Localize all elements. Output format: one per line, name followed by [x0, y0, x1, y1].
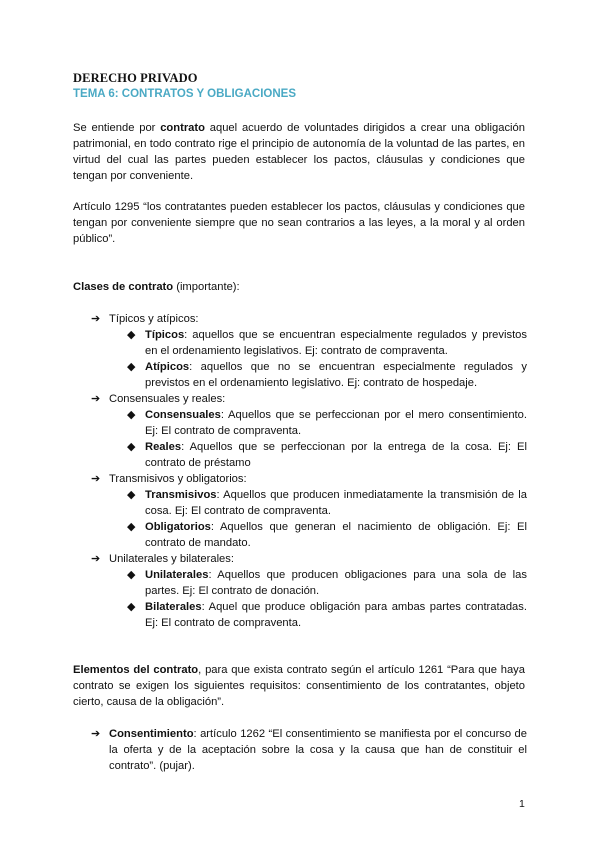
- clases-heading: [73, 279, 240, 295]
- item-term: Típicos: [145, 329, 185, 341]
- intro-post: aquel acuerdo de voluntades dirigidos a crear una obligación patrimonial, en todo contrato rige el principio de autonomía de la voluntad de las partes, en virtud del cual las partes pueden establecer los pactos, cláusulas y condiciones que tengan por conveniente.: [73, 122, 525, 182]
- page-number: 1: [519, 798, 525, 810]
- intro-bold-term: contrato: [160, 122, 205, 134]
- item-text: : Aquellos que se perfeccionan por la entrega de la cosa. Ej: El contrato de préstamo: [145, 441, 527, 469]
- topic-title: TEMA 6: CONTRATOS Y OBLIGACIONES: [73, 88, 296, 100]
- article-1295-paragraph: Artículo 1295 “los contratantes pueden establecer los pactos, cláusulas y condiciones que tengan por conveniente siempre que no sean contrarios a las leyes, a la moral y al orden público”.: [73, 201, 525, 245]
- clases-heading-bold: Clases de contrato: [73, 281, 174, 293]
- group-label: Unilaterales y bilaterales:: [109, 553, 234, 565]
- intro-paragraph: [73, 120, 525, 184]
- item-text: : Aquellos que se perfeccionan por el mero consentimiento. Ej: El contrato de compraventa.: [145, 409, 527, 437]
- group-label: Consensuales y reales:: [109, 393, 226, 405]
- item-text: : aquellos que no se encuentran especialmente regulados y previstos en el ordenamiento legislativo. Ej: contrato de hospedaje.: [145, 361, 527, 389]
- list-item-group: [91, 391, 527, 407]
- list-item-group: [91, 551, 527, 567]
- list-item: [127, 599, 527, 631]
- diamond-bullet-icon: ◆: [127, 601, 136, 613]
- group-label: Transmisivos y obligatorios:: [109, 473, 247, 485]
- item-term: Obligatorios: [145, 521, 211, 533]
- list-item: [127, 407, 527, 439]
- diamond-bullet-icon: ◆: [127, 489, 136, 501]
- elementos-paragraph: [73, 662, 525, 710]
- list-item: [127, 359, 527, 391]
- diamond-bullet-icon: ◆: [127, 569, 136, 581]
- item-term: Unilaterales: [145, 569, 209, 581]
- clases-heading-rest: (importante):: [173, 281, 240, 293]
- diamond-bullet-icon: ◆: [127, 441, 136, 453]
- diamond-bullet-icon: ◆: [127, 409, 136, 421]
- elementos-heading-bold: Elementos del contrato: [73, 664, 199, 676]
- consentimiento-term: Consentimiento: [109, 728, 194, 740]
- list-item-group: [91, 471, 527, 487]
- arrow-bullet-icon: ➔: [91, 473, 101, 485]
- diamond-bullet-icon: ◆: [127, 329, 136, 341]
- course-title: DERECHO PRIVADO: [73, 71, 198, 85]
- list-item: [127, 439, 527, 471]
- arrow-bullet-icon: ➔: [91, 393, 101, 405]
- group-label: Típicos y atípicos:: [109, 313, 199, 325]
- item-term: Transmisivos: [145, 489, 217, 501]
- item-term: Atípicos: [145, 361, 190, 373]
- item-term: Bilaterales: [145, 601, 202, 613]
- consentimiento-text: : artículo 1262 “El consentimiento se manifiesta por el concurso de la oferta y de la aceptación sobre la cosa y la causa que han de constituir el contrato”. (pujar).: [109, 728, 527, 772]
- diamond-bullet-icon: ◆: [127, 361, 136, 373]
- elementos-text: , para que exista contrato según el artículo 1261 “Para que haya contrato se exigen los siguientes requisitos: consentimiento de los contratantes, objeto cierto, causa de la obligación”.: [73, 664, 525, 708]
- item-text: : Aquel que produce obligación para ambas partes contratadas. Ej: El contrato de compraventa.: [145, 601, 527, 629]
- list-item: [127, 519, 527, 551]
- arrow-bullet-icon: ➔: [91, 313, 101, 325]
- diamond-bullet-icon: ◆: [127, 521, 136, 533]
- arrow-bullet-icon: ➔: [91, 553, 101, 565]
- item-text: : Aquellos que producen inmediatamente la transmisión de la cosa. Ej: El contrato de compraventa.: [145, 489, 527, 517]
- list-item: [127, 487, 527, 519]
- list-item: [127, 327, 527, 359]
- consentimiento-item: [91, 726, 527, 774]
- arrow-bullet-icon: ➔: [91, 728, 101, 740]
- list-item-group: [91, 311, 527, 327]
- list-item: [127, 567, 527, 599]
- item-text: : Aquellos que generan el nacimiento de obligación. Ej: El contrato de mandato.: [145, 521, 527, 549]
- item-term: Consensuales: [145, 409, 221, 421]
- item-text: : Aquellos que producen obligaciones para una sola de las partes. Ej: El contrato de donación.: [145, 569, 527, 597]
- intro-pre: Se entiende por: [73, 122, 161, 134]
- item-text: : aquellos que se encuentran especialmente regulados y previstos en el ordenamiento legislativos. Ej: contrato de compraventa.: [145, 329, 527, 357]
- item-term: Reales: [145, 441, 182, 453]
